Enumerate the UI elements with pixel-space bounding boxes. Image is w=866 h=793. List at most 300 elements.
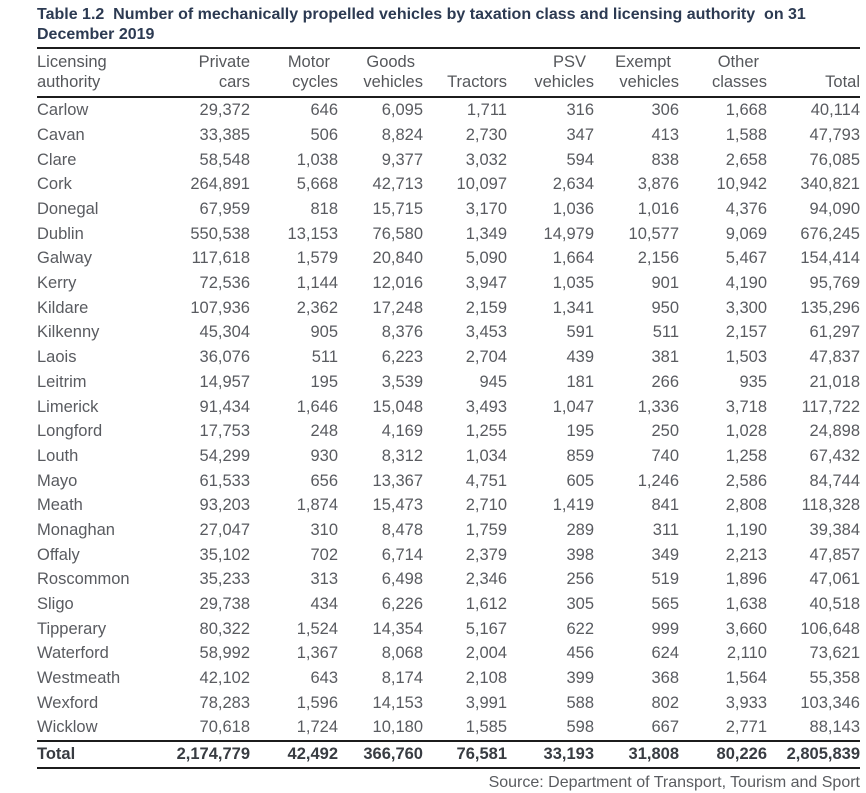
value-cell-motor-cycles: 195 <box>310 372 338 391</box>
value-cell-total: 47,837 <box>809 348 860 367</box>
value-cell-goods-vehicles: 8,068 <box>381 644 423 663</box>
value-cell-other-classes: 2,808 <box>725 496 767 515</box>
authority-label: Wexford <box>37 693 99 712</box>
value-cell-other-classes: 2,213 <box>725 545 767 564</box>
column-header-goods-vehicles <box>338 52 423 92</box>
value-cell-exempt-vehicles: 306 <box>651 101 679 120</box>
value-cell-goods-vehicles: 13,367 <box>372 471 423 490</box>
value-cell-exempt-vehicles: 511 <box>652 323 679 342</box>
value-cell-private-cars: 264,891 <box>190 175 250 194</box>
value-cell-tractors: 1,034 <box>465 446 507 465</box>
value-cell-total: 47,793 <box>809 125 860 144</box>
authority-label: Wicklow <box>37 718 98 737</box>
value-cell-exempt-vehicles: 624 <box>651 644 679 663</box>
column-header-exempt-vehicles-line1: Exempt <box>615 52 671 71</box>
total-value-cell-private-cars: 2,174,779 <box>176 744 250 763</box>
value-cell-tractors: 3,170 <box>465 200 507 219</box>
table-row-kerry <box>37 271 860 296</box>
value-cell-total: 21,018 <box>809 372 860 391</box>
total-value-cell-motor-cycles: 42,492 <box>287 744 338 763</box>
value-cell-other-classes: 1,588 <box>725 125 767 144</box>
value-cell-total: 40,114 <box>810 101 860 120</box>
value-cell-exempt-vehicles: 802 <box>651 693 679 712</box>
value-cell-other-classes: 2,658 <box>725 150 767 169</box>
value-cell-exempt-vehicles: 381 <box>651 348 679 367</box>
source-note: Source: Department of Transport, Tourism and Sport <box>488 774 860 792</box>
value-cell-private-cars: 29,372 <box>199 101 250 120</box>
value-cell-other-classes: 1,668 <box>725 101 767 120</box>
value-cell-total: 39,384 <box>809 520 860 539</box>
value-cell-private-cars: 61,533 <box>199 471 250 490</box>
table-row-westmeath <box>37 666 860 691</box>
value-cell-motor-cycles: 1,038 <box>296 150 338 169</box>
value-cell-other-classes: 1,564 <box>725 669 767 688</box>
value-cell-psv-vehicles: 594 <box>566 150 594 169</box>
value-cell-tractors: 1,255 <box>465 422 507 441</box>
value-cell-goods-vehicles: 14,354 <box>372 619 423 638</box>
value-cell-total: 76,085 <box>809 150 860 169</box>
value-cell-tractors: 1,349 <box>465 224 507 243</box>
value-cell-other-classes: 9,069 <box>725 224 767 243</box>
value-cell-tractors: 1,585 <box>465 718 507 737</box>
value-cell-other-classes: 3,933 <box>725 693 767 712</box>
authority-label: Monaghan <box>37 520 115 539</box>
authority-label: Cork <box>37 175 72 194</box>
value-cell-motor-cycles: 646 <box>310 101 338 120</box>
table-row-dublin <box>37 222 860 247</box>
value-cell-psv-vehicles: 1,419 <box>552 496 594 515</box>
value-cell-total: 340,821 <box>800 175 860 194</box>
authority-label: Meath <box>37 496 83 515</box>
table-row-kilkenny <box>37 320 860 345</box>
value-cell-motor-cycles: 643 <box>310 669 338 688</box>
value-cell-tractors: 2,710 <box>465 496 507 515</box>
value-cell-motor-cycles: 5,668 <box>296 175 338 194</box>
column-header-other-classes-line1: Other <box>717 52 759 71</box>
value-cell-private-cars: 78,283 <box>199 693 250 712</box>
column-header-licensing-authority-line1: Licensing <box>37 52 107 71</box>
value-cell-total: 40,518 <box>809 595 860 614</box>
column-header-psv-vehicles <box>507 52 594 92</box>
authority-label: Sligo <box>37 595 74 614</box>
value-cell-tractors: 1,612 <box>465 595 507 614</box>
value-cell-tractors: 2,704 <box>465 348 507 367</box>
table-row-leitrim <box>37 370 860 395</box>
total-value-cell-psv-vehicles: 33,193 <box>543 744 594 763</box>
value-cell-other-classes: 3,300 <box>725 298 767 317</box>
value-cell-other-classes: 1,503 <box>725 348 767 367</box>
value-cell-goods-vehicles: 8,174 <box>381 669 423 688</box>
value-cell-motor-cycles: 506 <box>310 125 338 144</box>
value-cell-exempt-vehicles: 10,577 <box>628 224 679 243</box>
column-header-tractors-line1 <box>423 52 507 72</box>
table-row-sligo <box>37 592 860 617</box>
authority-label: Offaly <box>37 545 80 564</box>
value-cell-goods-vehicles: 12,016 <box>372 274 423 293</box>
table-row-louth <box>37 444 860 469</box>
value-cell-other-classes: 1,028 <box>725 422 767 441</box>
total-value-cell-other-classes: 80,226 <box>716 744 767 763</box>
total-value-cell-goods-vehicles: 366,760 <box>363 744 423 763</box>
value-cell-tractors: 3,453 <box>465 323 507 342</box>
value-cell-total: 135,296 <box>800 298 860 317</box>
value-cell-motor-cycles: 313 <box>310 570 338 589</box>
authority-label: Waterford <box>37 644 109 663</box>
value-cell-goods-vehicles: 9,377 <box>381 150 423 169</box>
value-cell-other-classes: 2,771 <box>725 718 767 737</box>
value-cell-motor-cycles: 13,153 <box>287 224 338 243</box>
value-cell-other-classes: 4,376 <box>725 200 767 219</box>
value-cell-psv-vehicles: 256 <box>566 570 594 589</box>
value-cell-other-classes: 1,258 <box>725 446 767 465</box>
value-cell-goods-vehicles: 6,095 <box>381 101 423 120</box>
table-title: Table 1.2 Number of mechanically propelled vehicles by taxation class and licensing authority on 31 December 2019 <box>37 6 811 43</box>
table-body <box>37 98 860 740</box>
value-cell-psv-vehicles: 605 <box>566 471 594 490</box>
value-cell-psv-vehicles: 181 <box>566 372 594 391</box>
value-cell-private-cars: 35,233 <box>199 570 250 589</box>
value-cell-exempt-vehicles: 1,246 <box>637 471 679 490</box>
value-cell-motor-cycles: 1,874 <box>296 496 338 515</box>
value-cell-other-classes: 1,190 <box>725 520 767 539</box>
value-cell-goods-vehicles: 3,539 <box>381 372 423 391</box>
table-row-longford <box>37 419 860 444</box>
value-cell-psv-vehicles: 1,047 <box>552 397 594 416</box>
value-cell-total: 67,432 <box>809 446 860 465</box>
value-cell-goods-vehicles: 10,180 <box>372 718 423 737</box>
value-cell-exempt-vehicles: 740 <box>651 446 679 465</box>
value-cell-exempt-vehicles: 838 <box>651 150 679 169</box>
value-cell-motor-cycles: 1,596 <box>296 693 338 712</box>
table-row-laois <box>37 345 860 370</box>
value-cell-private-cars: 72,536 <box>199 274 250 293</box>
table-row-monaghan <box>37 518 860 543</box>
value-cell-tractors: 1,759 <box>465 520 507 539</box>
table-row-wicklow <box>37 715 860 740</box>
column-header-total-line1 <box>767 52 860 72</box>
value-cell-exempt-vehicles: 2,156 <box>637 249 679 268</box>
column-header-psv-vehicles-line2: vehicles <box>534 72 594 91</box>
value-cell-tractors: 4,751 <box>465 471 507 490</box>
table-row-tipperary <box>37 617 860 642</box>
value-cell-private-cars: 27,047 <box>199 520 250 539</box>
authority-label: Mayo <box>37 471 78 490</box>
total-value-cell-tractors: 76,581 <box>456 744 507 763</box>
value-cell-motor-cycles: 1,646 <box>296 397 338 416</box>
value-cell-motor-cycles: 1,724 <box>296 718 338 737</box>
value-cell-private-cars: 80,322 <box>199 619 250 638</box>
value-cell-exempt-vehicles: 565 <box>651 595 679 614</box>
table-row-cavan <box>37 123 860 148</box>
value-cell-total: 61,297 <box>809 323 860 342</box>
total-value-cell-exempt-vehicles: 31,808 <box>628 744 679 763</box>
table-row-clare <box>37 148 860 173</box>
value-cell-motor-cycles: 434 <box>310 595 338 614</box>
value-cell-psv-vehicles: 859 <box>566 446 594 465</box>
value-cell-psv-vehicles: 1,035 <box>552 274 594 293</box>
column-header-other-classes-line2: classes <box>711 72 767 91</box>
value-cell-tractors: 3,947 <box>465 274 507 293</box>
value-cell-private-cars: 70,618 <box>199 718 250 737</box>
value-cell-tractors: 2,379 <box>465 545 507 564</box>
value-cell-exempt-vehicles: 1,336 <box>637 397 679 416</box>
value-cell-psv-vehicles: 14,979 <box>543 224 594 243</box>
value-cell-psv-vehicles: 588 <box>566 693 594 712</box>
value-cell-other-classes: 935 <box>739 372 767 391</box>
table-row-roscommon <box>37 567 860 592</box>
table-row-waterford <box>37 641 860 666</box>
value-cell-tractors: 5,090 <box>465 249 507 268</box>
value-cell-tractors: 945 <box>479 372 507 391</box>
value-cell-goods-vehicles: 76,580 <box>372 224 423 243</box>
table-row-carlow <box>37 98 860 123</box>
value-cell-exempt-vehicles: 1,016 <box>637 200 679 219</box>
value-cell-tractors: 2,346 <box>465 570 507 589</box>
value-cell-total: 154,414 <box>800 249 860 268</box>
value-cell-private-cars: 91,434 <box>199 397 250 416</box>
value-cell-motor-cycles: 2,362 <box>296 298 338 317</box>
value-cell-private-cars: 107,936 <box>190 298 250 317</box>
authority-label: Cavan <box>37 125 85 144</box>
column-header-exempt-vehicles-line2: vehicles <box>619 72 679 91</box>
value-cell-other-classes: 2,157 <box>725 323 767 342</box>
value-cell-goods-vehicles: 14,153 <box>372 693 423 712</box>
value-cell-total: 106,648 <box>800 619 860 638</box>
column-header-licensing-authority-line2: authority <box>37 72 101 91</box>
value-cell-other-classes: 1,896 <box>725 570 767 589</box>
authority-label: Donegal <box>37 200 99 219</box>
value-cell-total: 24,898 <box>809 422 860 441</box>
value-cell-total: 55,358 <box>809 669 860 688</box>
value-cell-total: 47,061 <box>809 570 860 589</box>
value-cell-exempt-vehicles: 311 <box>652 520 679 539</box>
value-cell-motor-cycles: 656 <box>310 471 338 490</box>
value-cell-tractors: 2,730 <box>465 125 507 144</box>
value-cell-goods-vehicles: 6,223 <box>381 348 423 367</box>
value-cell-goods-vehicles: 15,048 <box>372 397 423 416</box>
value-cell-tractors: 5,167 <box>465 619 507 638</box>
value-cell-private-cars: 29,738 <box>199 595 250 614</box>
value-cell-psv-vehicles: 398 <box>566 545 594 564</box>
value-cell-exempt-vehicles: 901 <box>651 274 679 293</box>
value-cell-psv-vehicles: 347 <box>566 125 594 144</box>
authority-label: Galway <box>37 249 93 268</box>
authority-label: Westmeath <box>37 669 121 688</box>
column-header-goods-vehicles-line2: vehicles <box>363 72 423 91</box>
value-cell-other-classes: 3,718 <box>725 397 767 416</box>
column-header-private-cars-line2: cars <box>218 72 250 91</box>
value-cell-exempt-vehicles: 950 <box>651 298 679 317</box>
authority-label: Limerick <box>37 397 99 416</box>
authority-label: Clare <box>37 150 77 169</box>
value-cell-motor-cycles: 905 <box>310 323 338 342</box>
table-total-row <box>37 742 860 767</box>
column-header-motor-cycles <box>250 52 338 92</box>
value-cell-psv-vehicles: 2,634 <box>552 175 594 194</box>
table-row-galway <box>37 246 860 271</box>
value-cell-exempt-vehicles: 266 <box>651 372 679 391</box>
value-cell-other-classes: 2,110 <box>726 644 767 663</box>
value-cell-tractors: 1,711 <box>466 101 507 120</box>
value-cell-tractors: 2,108 <box>465 669 507 688</box>
value-cell-motor-cycles: 1,524 <box>296 619 338 638</box>
table-row-mayo <box>37 469 860 494</box>
value-cell-exempt-vehicles: 519 <box>651 570 679 589</box>
column-header-total-line2: Total <box>825 72 860 91</box>
table-row-meath <box>37 493 860 518</box>
column-header-total <box>767 52 860 92</box>
value-cell-total: 73,621 <box>809 644 860 663</box>
value-cell-psv-vehicles: 456 <box>566 644 594 663</box>
value-cell-private-cars: 36,076 <box>199 348 250 367</box>
value-cell-exempt-vehicles: 667 <box>651 718 679 737</box>
value-cell-private-cars: 45,304 <box>199 323 250 342</box>
value-cell-tractors: 10,097 <box>456 175 507 194</box>
value-cell-goods-vehicles: 15,715 <box>372 200 423 219</box>
total-value-cell-total: 2,805,839 <box>786 744 860 763</box>
value-cell-private-cars: 117,618 <box>191 249 250 268</box>
value-cell-other-classes: 5,467 <box>725 249 767 268</box>
value-cell-private-cars: 33,385 <box>199 125 250 144</box>
value-cell-private-cars: 58,992 <box>199 644 250 663</box>
value-cell-psv-vehicles: 305 <box>566 595 594 614</box>
total-label: Total <box>37 744 76 763</box>
value-cell-goods-vehicles: 17,248 <box>372 298 423 317</box>
column-header-other-classes <box>679 52 767 92</box>
column-header-exempt-vehicles <box>594 52 679 92</box>
value-cell-private-cars: 54,299 <box>199 446 250 465</box>
value-cell-goods-vehicles: 4,169 <box>381 422 423 441</box>
value-cell-motor-cycles: 310 <box>310 520 338 539</box>
value-cell-private-cars: 550,538 <box>190 224 250 243</box>
value-cell-goods-vehicles: 8,824 <box>381 125 423 144</box>
value-cell-private-cars: 17,753 <box>199 422 250 441</box>
value-cell-psv-vehicles: 598 <box>566 718 594 737</box>
value-cell-exempt-vehicles: 368 <box>651 669 679 688</box>
column-header-psv-vehicles-line1: PSV <box>552 52 586 71</box>
value-cell-other-classes: 10,942 <box>716 175 767 194</box>
value-cell-motor-cycles: 1,579 <box>296 249 338 268</box>
value-cell-total: 47,857 <box>809 545 860 564</box>
value-cell-exempt-vehicles: 349 <box>651 545 679 564</box>
column-header-goods-vehicles-line1: Goods <box>366 52 415 71</box>
value-cell-goods-vehicles: 8,312 <box>381 446 423 465</box>
value-cell-other-classes: 2,586 <box>725 471 767 490</box>
value-cell-private-cars: 35,102 <box>199 545 250 564</box>
column-header-licensing-authority <box>37 52 167 92</box>
authority-label: Dublin <box>37 224 84 243</box>
authority-label: Kerry <box>37 274 77 293</box>
value-cell-private-cars: 14,957 <box>199 372 250 391</box>
value-cell-motor-cycles: 930 <box>310 446 338 465</box>
value-cell-goods-vehicles: 20,840 <box>372 249 423 268</box>
value-cell-other-classes: 3,660 <box>725 619 767 638</box>
value-cell-total: 676,245 <box>800 224 860 243</box>
value-cell-motor-cycles: 1,367 <box>296 644 338 663</box>
value-cell-goods-vehicles: 42,713 <box>372 175 423 194</box>
value-cell-total: 94,090 <box>809 200 860 219</box>
value-cell-other-classes: 1,638 <box>725 595 767 614</box>
value-cell-tractors: 2,004 <box>465 644 507 663</box>
authority-label: Roscommon <box>37 570 130 589</box>
value-cell-tractors: 2,159 <box>465 298 507 317</box>
authority-label: Kildare <box>37 298 89 317</box>
value-cell-private-cars: 42,102 <box>199 669 250 688</box>
value-cell-exempt-vehicles: 413 <box>651 125 679 144</box>
column-header-tractors <box>423 52 507 92</box>
value-cell-psv-vehicles: 622 <box>566 619 594 638</box>
value-cell-psv-vehicles: 195 <box>566 422 594 441</box>
value-cell-motor-cycles: 248 <box>310 422 338 441</box>
value-cell-total: 95,769 <box>809 274 860 293</box>
column-header-motor-cycles-line2: cycles <box>292 72 338 91</box>
value-cell-motor-cycles: 702 <box>310 545 338 564</box>
column-header-private-cars-line1: Private <box>198 52 250 71</box>
table-row-donegal <box>37 197 860 222</box>
authority-label: Longford <box>37 422 103 441</box>
value-cell-psv-vehicles: 316 <box>566 101 594 120</box>
value-cell-goods-vehicles: 6,714 <box>381 545 423 564</box>
authority-label: Laois <box>37 348 77 367</box>
value-cell-private-cars: 67,959 <box>199 200 250 219</box>
value-cell-tractors: 3,493 <box>465 397 507 416</box>
table-header-row <box>37 49 860 96</box>
value-cell-psv-vehicles: 591 <box>566 323 594 342</box>
value-cell-psv-vehicles: 289 <box>566 520 594 539</box>
value-cell-goods-vehicles: 6,498 <box>381 570 423 589</box>
table-row-wexford <box>37 691 860 716</box>
authority-label: Leitrim <box>37 372 87 391</box>
value-cell-total: 118,328 <box>801 496 860 515</box>
value-cell-exempt-vehicles: 250 <box>651 422 679 441</box>
value-cell-motor-cycles: 511 <box>311 348 338 367</box>
value-cell-private-cars: 58,548 <box>199 150 250 169</box>
column-header-private-cars <box>167 52 250 92</box>
column-header-tractors-line2: Tractors <box>447 72 507 91</box>
value-cell-exempt-vehicles: 999 <box>651 619 679 638</box>
value-cell-goods-vehicles: 8,478 <box>381 520 423 539</box>
value-cell-goods-vehicles: 8,376 <box>381 323 423 342</box>
authority-label: Kilkenny <box>37 323 100 342</box>
table-row-limerick <box>37 395 860 420</box>
value-cell-motor-cycles: 1,144 <box>296 274 338 293</box>
table-row-kildare <box>37 296 860 321</box>
value-cell-tractors: 3,032 <box>465 150 507 169</box>
value-cell-total: 88,143 <box>809 718 860 737</box>
value-cell-motor-cycles: 818 <box>310 200 338 219</box>
table-row-cork <box>37 172 860 197</box>
value-cell-psv-vehicles: 399 <box>566 669 594 688</box>
value-cell-goods-vehicles: 15,473 <box>372 496 423 515</box>
value-cell-total: 117,722 <box>801 397 860 416</box>
value-cell-psv-vehicles: 439 <box>566 348 594 367</box>
value-cell-total: 84,744 <box>809 471 860 490</box>
value-cell-exempt-vehicles: 841 <box>651 496 679 515</box>
value-cell-other-classes: 4,190 <box>725 274 767 293</box>
column-header-motor-cycles-line1: Motor <box>287 52 330 71</box>
authority-label: Carlow <box>37 101 89 120</box>
value-cell-goods-vehicles: 6,226 <box>381 595 423 614</box>
value-cell-psv-vehicles: 1,341 <box>552 298 594 317</box>
value-cell-total: 103,346 <box>800 693 860 712</box>
value-cell-tractors: 3,991 <box>465 693 507 712</box>
value-cell-exempt-vehicles: 3,876 <box>637 175 679 194</box>
value-cell-private-cars: 93,203 <box>199 496 250 515</box>
value-cell-psv-vehicles: 1,036 <box>552 200 594 219</box>
table-row-offaly <box>37 543 860 568</box>
value-cell-psv-vehicles: 1,664 <box>552 249 594 268</box>
authority-label: Louth <box>37 446 79 465</box>
